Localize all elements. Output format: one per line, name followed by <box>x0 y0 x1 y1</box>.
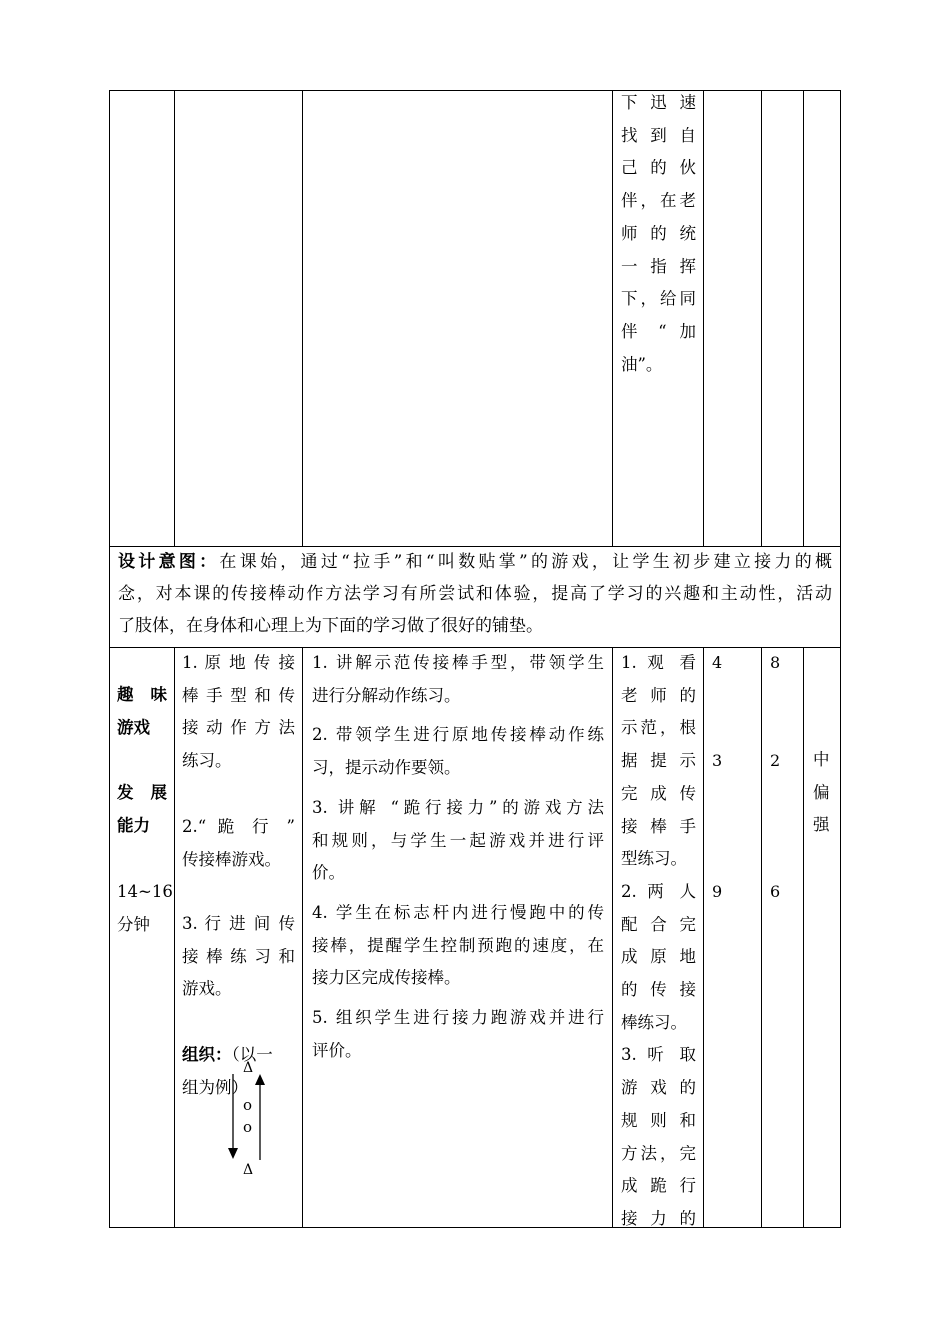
table-right-border <box>840 90 841 1228</box>
diagram-top-triangle: Δ <box>243 1060 254 1076</box>
text-line: 配 合 完 <box>621 914 696 934</box>
text-line: 2.“ 跪 行 ” <box>182 817 295 836</box>
organization-text: （以一 <box>231 1045 273 1064</box>
text-line: 3. 行 进 间 传 <box>182 914 295 933</box>
text-line: 3. 讲解 “跪行接力”的游戏方法 <box>312 797 604 817</box>
text-line: 接棒，提醒学生控制预跑的速度，在 <box>312 935 604 955</box>
text-line: 传接棒游戏。 <box>182 849 281 869</box>
text-line: 一 指 挥 <box>621 256 696 276</box>
diagram-circle-2: o <box>243 1118 253 1136</box>
text-line: 示范，根 <box>621 718 696 738</box>
section-duration <box>117 876 172 941</box>
content-item-2 <box>182 811 295 876</box>
text-line: 下 迅 速 <box>621 93 696 112</box>
text-line: 己 的 伙 <box>621 158 696 178</box>
text-line: 成 跪 行 <box>621 1176 696 1196</box>
teacher-paragraph <box>312 792 604 890</box>
diagram-circle-1: o <box>243 1096 253 1114</box>
text-line: 伴 “ 加 <box>621 321 696 341</box>
content-item-3 <box>182 908 295 1006</box>
text-line: 型练习。 <box>621 849 687 869</box>
diagram-bottom-triangle: Δ <box>243 1162 254 1178</box>
text-line: 2. 两 人 <box>621 881 696 901</box>
organization-label: 组织： <box>182 1045 232 1064</box>
text-line: 强 <box>813 815 830 835</box>
upper-col-divider-1 <box>174 90 175 546</box>
lower-col-divider-2 <box>302 647 303 1228</box>
count-col2-row2: 2 <box>770 751 781 770</box>
text-line: 1. 讲解示范传接棒手型，带领学生 <box>312 653 604 672</box>
upper-col-divider-5 <box>761 90 762 546</box>
text-line: 习，提示动作要领。 <box>312 758 461 778</box>
teacher-paragraph <box>312 647 604 712</box>
section-subtitle <box>117 777 167 842</box>
down-arrow-head <box>228 1148 238 1159</box>
text-line: 发 展 <box>117 783 167 802</box>
text-line: 找 到 自 <box>621 125 696 145</box>
text-line: 据 提 示 <box>621 751 696 771</box>
table-left-border <box>109 90 110 1228</box>
text-line: 分钟 <box>117 914 150 934</box>
upper-col-divider-6 <box>803 90 804 546</box>
text-line: 4. 学生在标志杆内进行慢跑中的传 <box>312 902 604 922</box>
text-line: 棒 手 型 和 传 <box>182 685 295 705</box>
count-col2-row3: 6 <box>770 882 781 901</box>
count-col1-row3: 9 <box>712 882 723 901</box>
text-line: 偏 <box>813 782 830 802</box>
design-intent-text: 在课始，通过“拉手”和“叫数贴掌”的游戏，让学生初步建立接力的概 <box>219 552 832 572</box>
diagram-arrows <box>222 1070 272 1165</box>
design-intent-line-2: 念，对本课的传接棒动作方法学习有所尝试和体验，提高了学习的兴趣和主动性，活动 <box>118 584 832 604</box>
lower-col-divider-4 <box>703 647 704 1228</box>
text-line: 游 戏 的 <box>621 1078 696 1098</box>
lower-col-divider-5 <box>761 647 762 1228</box>
lower-col-divider-1 <box>174 647 175 1228</box>
text-line: 趣 味 <box>117 685 167 704</box>
text-line: 3. 听 取 <box>621 1045 696 1065</box>
upper-col-divider-3 <box>612 90 613 546</box>
design-intent-line-1 <box>118 546 832 578</box>
text-line: 棒练习。 <box>621 1012 687 1032</box>
text-line: 游戏。 <box>182 979 232 999</box>
text-line <box>182 1039 300 1072</box>
text-line: 完 成 传 <box>621 783 696 803</box>
text-line: 1. 原 地 传 接 <box>182 653 295 672</box>
teacher-paragraph <box>312 719 604 784</box>
text-line: 练习。 <box>182 751 232 771</box>
teacher-paragraph <box>312 897 604 995</box>
up-arrow-head <box>255 1074 265 1085</box>
content-item-1 <box>182 647 295 778</box>
design-intent-line-3: 了肢体，在身体和心理上为下面的学习做了很好的铺垫。 <box>118 616 543 636</box>
lower-col-divider-3 <box>612 647 613 1228</box>
text-line: 评价。 <box>312 1040 362 1060</box>
count-col2-row1: 8 <box>770 653 781 672</box>
section-title <box>117 679 167 744</box>
teacher-paragraph <box>312 1002 604 1067</box>
text-line: 进行分解动作练习。 <box>312 685 461 705</box>
text-line: 和规则，与学生一起游戏并进行评 <box>312 830 604 850</box>
teacher-activities <box>312 647 604 1067</box>
count-col1-row1: 4 <box>712 653 723 672</box>
text-line: 14~16 <box>117 882 173 901</box>
text-line: 1. 观 看 <box>621 653 696 672</box>
text-line: 下，给同 <box>621 289 696 309</box>
text-line: 师 的 统 <box>621 223 696 243</box>
text-line: 2. 带领学生进行原地传接棒动作练 <box>312 725 604 745</box>
table-bottom-border <box>109 1227 841 1228</box>
text-line: 方法，完 <box>621 1143 696 1163</box>
text-line: 接 动 作 方 法 <box>182 718 295 738</box>
count-col1-row2: 3 <box>712 751 723 770</box>
text-line: 组为例） <box>182 1077 248 1097</box>
text-line: 接 棒 练 习 和 <box>182 946 295 966</box>
text-line: 老 师 的 <box>621 685 696 705</box>
upper-col-divider-2 <box>302 90 303 546</box>
upper-col-divider-4 <box>703 90 704 546</box>
text-line: 价。 <box>312 863 345 883</box>
text-line: 伴，在老 <box>621 191 696 211</box>
text-line: 能力 <box>117 815 150 835</box>
design-intent-label: 设计意图： <box>118 552 220 572</box>
student-activities <box>621 647 696 1236</box>
top-student-activity <box>621 87 696 381</box>
text-line: 接力区完成传接棒。 <box>312 968 461 988</box>
text-line: 的 传 接 <box>621 980 696 1000</box>
text-line: 成 原 地 <box>621 947 696 967</box>
text-line: 接 棒 手 <box>621 816 696 836</box>
text-line: 中 <box>813 750 830 769</box>
table-top-border <box>109 90 841 91</box>
intensity <box>813 744 835 842</box>
text-line: 5. 组织学生进行接力跑游戏并进行 <box>312 1008 604 1028</box>
lower-col-divider-6 <box>803 647 804 1228</box>
text-line: 游戏 <box>117 717 150 737</box>
text-line: 规 则 和 <box>621 1110 696 1130</box>
design-intent <box>118 546 832 642</box>
text-line: 油”。 <box>621 354 663 374</box>
text-line: 接 力 的 <box>621 1208 696 1228</box>
